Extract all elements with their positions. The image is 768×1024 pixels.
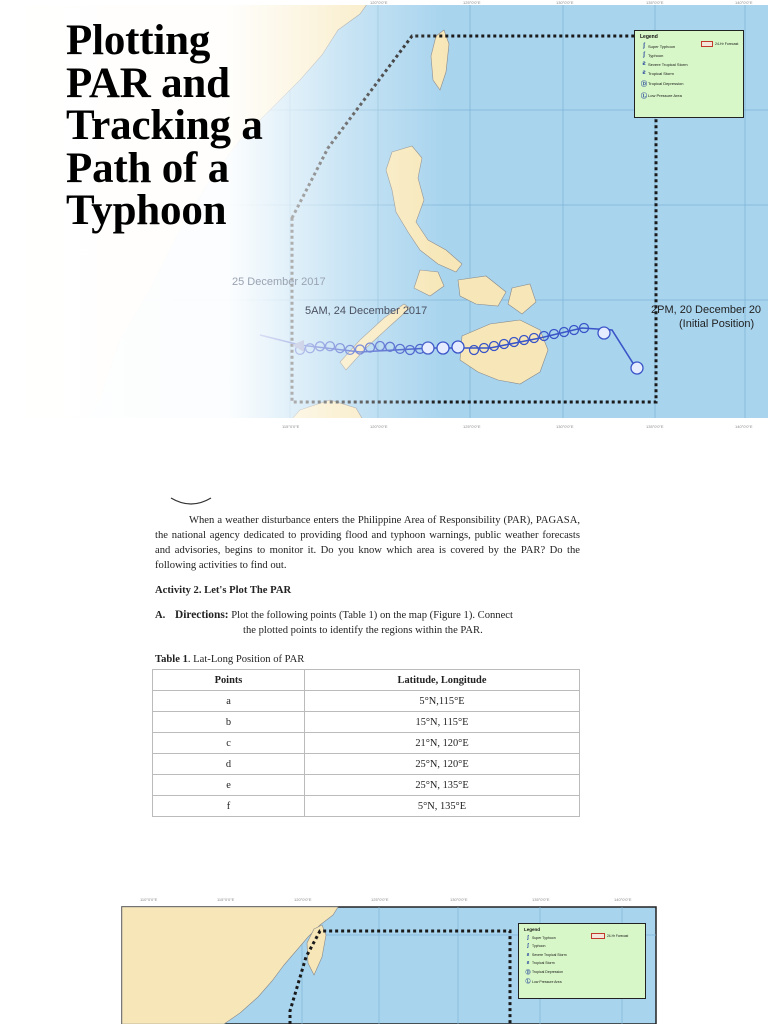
legend-item: ʃ Typhoon (640, 52, 738, 58)
legend-title: Legend (640, 34, 658, 40)
table-row (153, 712, 580, 733)
title-line: Typhoon (66, 187, 227, 234)
longitude-label: 115°0'0"E (282, 424, 300, 429)
longitude-label: 130°0'0"E (556, 424, 574, 429)
longitude-label: 125°0'0"E (371, 897, 389, 902)
forecast-swatch (591, 933, 605, 939)
legend-title: Legend (524, 927, 541, 932)
coordinate-cell: 25°N, 120°E (305, 754, 580, 775)
legend-item: Ⓛ Low Pressure Area (640, 93, 682, 100)
longitude-label: 135°0'0"E (532, 897, 550, 902)
table-row (153, 733, 580, 754)
title-line: Path of a (66, 144, 230, 192)
tropical-storm-icon: ƨ (642, 70, 646, 76)
legend-item: ƨ Severe Tropical Storm (640, 61, 738, 67)
table-row (153, 796, 580, 817)
legend-item: ʃ Typhoon (524, 943, 640, 949)
page-title (66, 17, 366, 234)
directions (155, 608, 580, 638)
par-table (152, 669, 580, 817)
track-date-label: 25 December 2017 (232, 276, 326, 288)
super-typhoon-icon: ʃ (643, 43, 645, 49)
typhoon-icon: ʃ (527, 943, 529, 949)
forecast-key: 24-Hr Forecast (591, 933, 628, 939)
activity-heading: Activity 2. Let's Plot The PAR (155, 585, 292, 596)
point-cell: a (153, 691, 305, 712)
longitude-label: 120°0'0"E (294, 897, 312, 902)
longitude-label: 140°0'0"E (735, 424, 753, 429)
coordinate-cell: 15°N, 115°E (305, 712, 580, 733)
severe-tropical-storm-icon: ƨ (526, 951, 530, 958)
point-cell: c (153, 733, 305, 754)
initial-position-note: (Initial Position) (679, 318, 755, 330)
legend-item: ƨ Severe Tropical Storm (524, 952, 640, 958)
map-legend (634, 30, 744, 118)
longitude-label: 130°0'0"E (556, 0, 574, 5)
point-cell: f (153, 796, 305, 817)
directions-text-2: the plotted points to identify the regions within the PAR. (243, 625, 483, 636)
longitude-label: 135°0'0"E (646, 424, 664, 429)
super-typhoon-icon: ʃ (527, 934, 529, 941)
directions-label: Directions: (175, 609, 229, 621)
table-row (153, 775, 580, 796)
table-caption (155, 654, 304, 665)
legend-item: Ⓛ Low Pressure Area (525, 979, 562, 985)
track-date-label: 5AM, 24 December 2017 (305, 305, 428, 317)
table-caption-label: Table 1 (155, 654, 188, 665)
initial-position-time: 2PM, 20 December 20 (651, 304, 762, 316)
coordinate-cell: 5°N,115°E (305, 691, 580, 712)
map-legend (518, 923, 646, 999)
table-caption-text: . Lat-Long Position of PAR (187, 654, 305, 665)
par-blank-map (108, 893, 668, 1024)
longitude-label: 125°0'0"E (463, 0, 481, 5)
severe-tropical-storm-icon: ƨ (642, 61, 646, 67)
coordinate-cell: 21°N, 120°E (305, 733, 580, 754)
directions-text-1: Plot the following points (Table 1) on the map (Figure 1). Connect (231, 610, 513, 621)
coordinate-cell: 5°N, 135°E (305, 796, 580, 817)
coordinate-cell: 25°N, 135°E (305, 775, 580, 796)
point-cell: b (153, 712, 305, 733)
legend-item: Ⓓ Tropical Depression (640, 81, 684, 88)
title-line: Plotting (66, 17, 211, 64)
longitude-label: 120°0'0"E (370, 424, 388, 429)
typhoon-track-map (0, 0, 768, 432)
tropical-depression-icon: Ⓓ (640, 82, 647, 88)
legend-item: ʃ Super Typhoon (524, 935, 640, 941)
legend-item: Ⓓ Tropical Depression (525, 969, 563, 976)
table-row (153, 754, 580, 775)
typhoon-icon: ʃ (643, 52, 645, 58)
point-cell: e (153, 775, 305, 796)
longitude-label: 110°0'0"E (140, 897, 158, 902)
longitude-label: 120°0'0"E (370, 0, 388, 5)
tropical-depression-icon: Ⓓ (525, 969, 531, 976)
decorative-arc (155, 490, 215, 510)
legend-item: ƨ Tropical Storm (640, 70, 738, 76)
legend-item: ʃ Super Typhoon (640, 43, 738, 49)
longitude-label: 140°0'0"E (735, 0, 753, 5)
point-cell: d (153, 754, 305, 775)
directions-letter: A. (155, 610, 166, 621)
longitude-label: 125°0'0"E (463, 424, 481, 429)
table-header-row (153, 670, 580, 691)
low-pressure-area-icon: Ⓛ (525, 979, 531, 985)
title-line: Tracking a (66, 102, 263, 149)
longitude-label: 115°0'0"E (217, 897, 235, 902)
longitude-label: 130°0'0"E (450, 897, 468, 902)
intro-paragraph: When a weather disturbance enters the Philippine Area of Responsibility (PAR), PAGASA, the national agency dedicated to providing flood and typhoon warnings, public weather forecasts and advisories, begins to monitor it. Do you know which area is covered by the PAR? Do the following activities to find out. (155, 515, 580, 571)
title-line: PAR and (66, 59, 230, 107)
low-pressure-area-icon: Ⓛ (640, 94, 647, 100)
longitude-label: 140°0'0"E (614, 897, 632, 902)
forecast-swatch (701, 41, 713, 47)
legend-item: ƨ Tropical Storm (524, 960, 640, 966)
column-header: Latitude, Longitude (305, 670, 580, 691)
table-row (153, 691, 580, 712)
tropical-storm-icon: ƨ (526, 960, 530, 966)
column-header: Points (153, 670, 305, 691)
longitude-label: 135°0'0"E (646, 0, 664, 5)
forecast-key: 24-Hr Forecast (701, 41, 738, 47)
